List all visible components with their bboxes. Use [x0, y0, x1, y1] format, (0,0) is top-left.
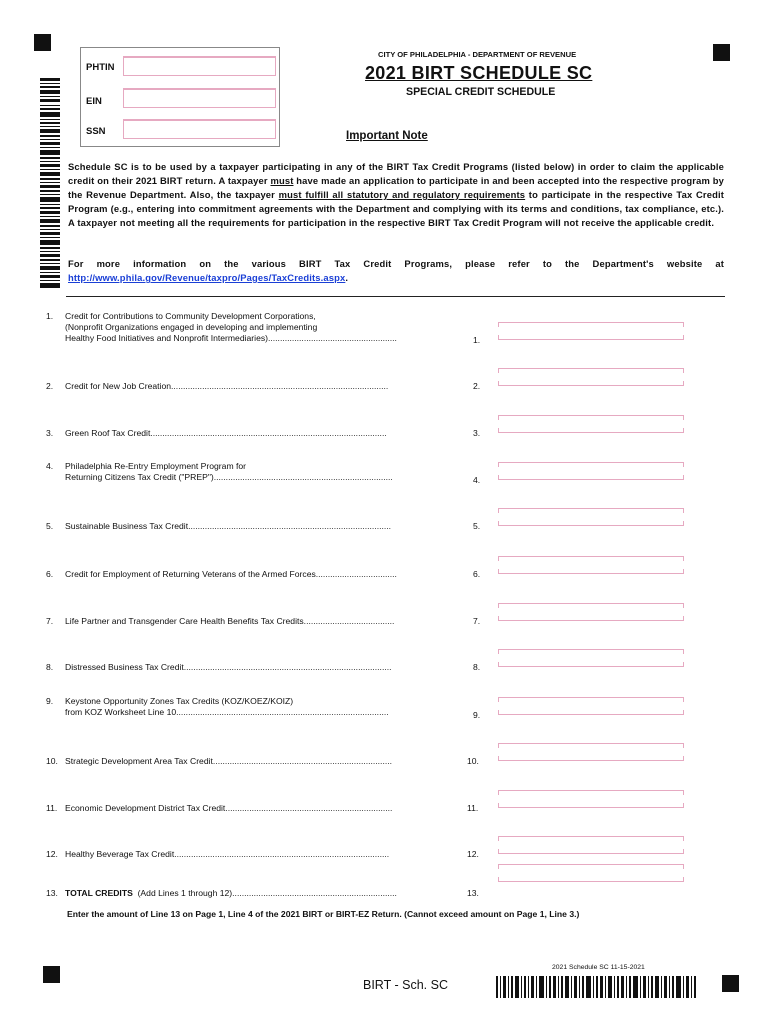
form-identifier: BIRT - Sch. SC: [363, 978, 448, 992]
line-reference-3: 3.: [473, 428, 481, 438]
line-reference-9: 9.: [473, 710, 481, 720]
registration-mark-bottom-right: [722, 975, 739, 992]
department-name: CITY OF PHILADELPHIA - DEPARTMENT OF REVENUE: [378, 50, 577, 59]
registration-mark-top-left: [34, 34, 51, 51]
divider-rule: [66, 296, 725, 297]
line-reference-4: 4.: [473, 475, 481, 485]
tax-credits-link[interactable]: http://www.phila.gov/Revenue/taxpro/Pages/TaxCredits.aspx: [68, 272, 346, 283]
ein-input[interactable]: [123, 88, 276, 108]
line-8-amount-input[interactable]: [498, 649, 684, 667]
line-number: 12.: [46, 849, 58, 859]
line-number: 8.: [46, 662, 54, 672]
note-paragraph-2: For more information on the various BIRT Tax Credit Programs, please refer to the Department's website at http://www.phila.gov/Revenue/taxpro/Pages/TaxCredits.aspx.: [68, 258, 724, 283]
ein-label: EIN: [86, 96, 102, 107]
line-number: 6.: [46, 569, 54, 579]
line-description: Keystone Opportunity Zones Tax Credits (KOZ/KOEZ/KOIZ) from KOZ Worksheet Line 10.........................................................................................: [65, 696, 389, 717]
total-credits-input[interactable]: [498, 864, 684, 882]
line-reference-2: 2.: [473, 381, 481, 391]
line-description: Sustainable Business Tax Credit.....................................................................................: [65, 521, 392, 531]
line-5-amount-input[interactable]: [498, 508, 684, 526]
phtin-input[interactable]: [123, 56, 276, 76]
registration-mark-top-right: [713, 44, 730, 61]
line-number: 2.: [46, 381, 54, 391]
ssn-input[interactable]: [123, 119, 276, 139]
form-version: 2021 Schedule SC 11-15-2021: [552, 964, 645, 971]
line-description: Economic Development District Tax Credit......................................................................: [65, 803, 393, 813]
line-reference-11: 11.: [467, 803, 479, 813]
line-number: 7.: [46, 616, 54, 626]
line-description: Credit for Employment of Returning Veterans of the Armed Forces..................................: [65, 569, 397, 579]
line-reference-7: 7.: [473, 616, 481, 626]
line-reference-5: 5.: [473, 521, 481, 531]
line-description: Strategic Development Area Tax Credit...........................................................................: [65, 756, 392, 766]
line-2-amount-input[interactable]: [498, 368, 684, 386]
line-3-amount-input[interactable]: [498, 415, 684, 433]
total-credits-label: TOTAL CREDITS: [65, 888, 133, 898]
line-number: 10.: [46, 756, 58, 766]
line-10-amount-input[interactable]: [498, 743, 684, 761]
total-instruction: Enter the amount of Line 13 on Page 1, Line 4 of the 2021 BIRT or BIRT-EZ Return. (Cannot exceed amount on Page 1, Line 3.): [67, 909, 580, 919]
line-reference-8: 8.: [473, 662, 481, 672]
line-4-amount-input[interactable]: [498, 462, 684, 480]
registration-mark-bottom-left: [43, 966, 60, 983]
line-number: 4.: [46, 461, 54, 471]
line-number: 3.: [46, 428, 54, 438]
line-description: Philadelphia Re-Entry Employment Program for Returning Citizens Tax Credit ("PREP")...........................................................................: [65, 461, 393, 482]
bottom-barcode: [496, 976, 696, 998]
line-description: Healthy Beverage Tax Credit..........................................................................................: [65, 849, 390, 859]
form-title: 2021 BIRT SCHEDULE SC: [365, 63, 593, 83]
line-number: 5.: [46, 521, 54, 531]
note-paragraph-1: Schedule SC is to be used by a taxpayer participating in any of the BIRT Tax Credit Programs (listed below) in order to claim the applicable credit on their 2021 BIRT return. A taxpayer must have made an application to participate in and been accepted into the respective program by the Revenue Department. Also, the taxpayer must fulfill all statutory and regulatory requirements to participate in the respective Tax Credit Program (e.g., entering into commitment agreements with the Department and complying with its terms and conditions, tax compliance, etc.). A taxpayer not meeting all the requirements for participation in the respective BIRT Tax Credit Program will not receive the applicable credit.: [68, 161, 725, 228]
ssn-label: SSN: [86, 126, 106, 137]
line-description: Green Roof Tax Credit...................................................................................................: [65, 428, 387, 438]
line-description: Life Partner and Transgender Care Health Benefits Tax Credits......................................: [65, 616, 395, 626]
phtin-label: PHTIN: [86, 62, 115, 73]
line-number: 11.: [46, 803, 58, 813]
line-reference-10: 10.: [467, 756, 479, 766]
line-6-amount-input[interactable]: [498, 556, 684, 574]
line-reference-1: 1.: [473, 335, 481, 345]
line-12-amount-input[interactable]: [498, 836, 684, 854]
line-reference-12: 12.: [467, 849, 479, 859]
total-credits-ref: 13.: [467, 888, 479, 898]
line-1-amount-input[interactable]: [498, 322, 684, 340]
line-number: 1.: [46, 311, 54, 321]
line-description: Credit for Contributions to Community Development Corporations, (Nonprofit Organizations engaged in developing and implementing Healthy Food Initiatives and Nonprofit Intermediaries)......................................................: [65, 311, 397, 343]
line-description: Distressed Business Tax Credit.......................................................................................: [65, 662, 392, 672]
line-9-amount-input[interactable]: [498, 697, 684, 715]
line-reference-6: 6.: [473, 569, 481, 579]
line-11-amount-input[interactable]: [498, 790, 684, 808]
line-number: 9.: [46, 696, 54, 706]
form-subtitle: SPECIAL CREDIT SCHEDULE: [406, 86, 556, 98]
vertical-barcode: [40, 78, 60, 288]
line-description: Credit for New Job Creation...........................................................................................: [65, 381, 389, 391]
important-note-heading: Important Note: [346, 130, 428, 142]
line-7-amount-input[interactable]: [498, 603, 684, 621]
